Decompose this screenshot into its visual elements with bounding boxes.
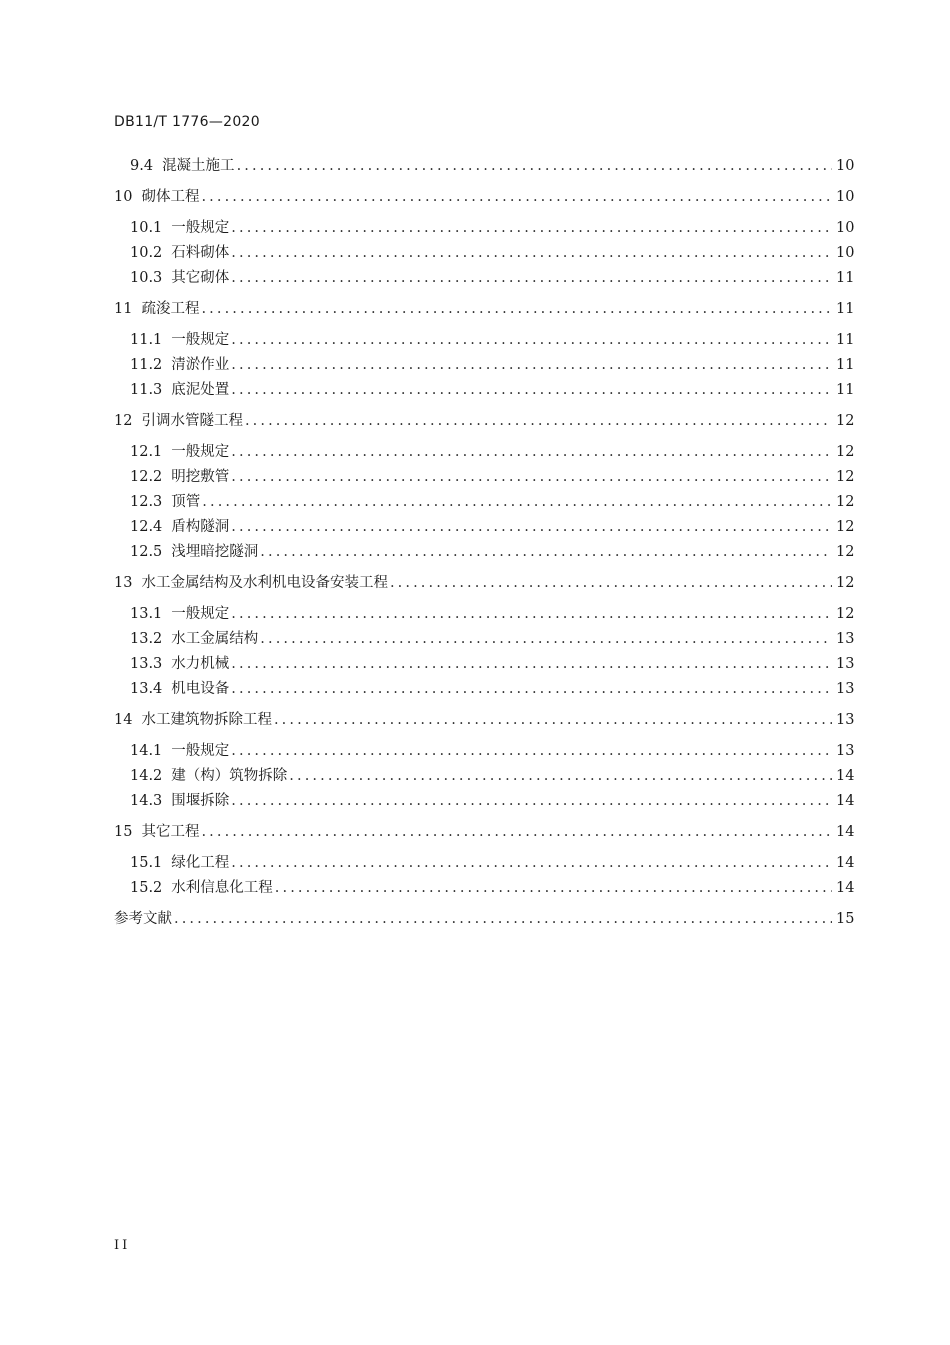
toc-entry-title: 石料砌体 bbox=[171, 245, 230, 261]
toc-entry-page: 11 bbox=[836, 357, 855, 373]
page-number-footer: II bbox=[114, 1238, 131, 1253]
toc-dot-leader bbox=[231, 444, 832, 460]
toc-entry-page: 14 bbox=[836, 768, 855, 784]
toc-entry-page: 10 bbox=[836, 189, 855, 205]
toc-entry-title: 建（构）筑物拆除 bbox=[171, 768, 288, 784]
toc-dot-leader bbox=[231, 606, 832, 622]
toc-entry-number: 14.2 bbox=[130, 768, 163, 784]
toc-dot-leader bbox=[289, 768, 832, 784]
toc-entry[interactable] bbox=[114, 440, 855, 464]
toc-entry-page: 13 bbox=[836, 712, 855, 728]
toc-entry[interactable] bbox=[114, 851, 855, 875]
toc-dot-leader bbox=[231, 245, 832, 261]
toc-entry-page: 12 bbox=[836, 519, 855, 535]
toc-entry[interactable] bbox=[114, 739, 855, 763]
toc-dot-leader bbox=[201, 189, 832, 205]
toc-dot-leader bbox=[231, 270, 832, 286]
toc-entry-number: 10.1 bbox=[130, 220, 163, 236]
toc-entry-title: 水工金属结构 bbox=[171, 631, 259, 647]
toc-entry-number: 11.1 bbox=[130, 332, 163, 348]
toc-entry[interactable] bbox=[114, 602, 855, 626]
toc-entry-title: 清淤作业 bbox=[171, 357, 230, 373]
toc-entry-number: 13.2 bbox=[130, 631, 163, 647]
toc-entry-number: 13 bbox=[114, 575, 133, 591]
toc-entry-title: 其它工程 bbox=[141, 824, 200, 840]
toc-entry-title: 一般规定 bbox=[171, 606, 230, 622]
toc-entry[interactable] bbox=[114, 677, 855, 701]
toc-entry-number: 12.2 bbox=[130, 469, 163, 485]
toc-entry-number: 14 bbox=[114, 712, 133, 728]
toc-entry-number: 14.3 bbox=[130, 793, 163, 809]
toc-entry[interactable] bbox=[114, 490, 855, 514]
toc-dot-leader bbox=[245, 413, 832, 429]
toc-entry-page: 13 bbox=[836, 743, 855, 759]
toc-dot-leader bbox=[275, 880, 832, 896]
toc-dot-leader bbox=[231, 469, 832, 485]
toc-dot-leader bbox=[231, 220, 832, 236]
toc-entry-page: 13 bbox=[836, 681, 855, 697]
toc-entry-page: 11 bbox=[836, 270, 855, 286]
toc-entry-number: 13.3 bbox=[130, 656, 163, 672]
toc-entry[interactable] bbox=[114, 764, 855, 788]
toc-entry-title: 水利信息化工程 bbox=[171, 880, 273, 896]
toc-dot-leader bbox=[274, 712, 832, 728]
toc-entry-number: 12 bbox=[114, 413, 133, 429]
toc-entry[interactable] bbox=[114, 185, 855, 209]
toc-entry[interactable] bbox=[114, 652, 855, 676]
toc-entry[interactable] bbox=[114, 409, 855, 433]
toc-entry[interactable] bbox=[114, 540, 855, 564]
toc-entry-number: 14.1 bbox=[130, 743, 163, 759]
toc-entry-title: 水工金属结构及水利机电设备安装工程 bbox=[141, 575, 388, 591]
toc-entry[interactable] bbox=[114, 515, 855, 539]
toc-entry-title: 水工建筑物拆除工程 bbox=[141, 712, 272, 728]
toc-entry-page: 14 bbox=[836, 855, 855, 871]
toc-entry-number: 13.1 bbox=[130, 606, 163, 622]
toc-entry-page: 11 bbox=[836, 301, 855, 317]
toc-entry-title: 明挖敷管 bbox=[171, 469, 230, 485]
toc-entry[interactable] bbox=[114, 465, 855, 489]
toc-entry[interactable] bbox=[114, 789, 855, 813]
toc-entry-title: 一般规定 bbox=[171, 332, 230, 348]
toc-entry-page: 12 bbox=[836, 544, 855, 560]
toc-dot-leader bbox=[231, 332, 832, 348]
toc-entry-number: 15 bbox=[114, 824, 133, 840]
toc-entry-page: 10 bbox=[836, 158, 855, 174]
toc-entry-title: 盾构隧洞 bbox=[171, 519, 230, 535]
toc-dot-leader bbox=[201, 824, 832, 840]
toc-entry[interactable] bbox=[114, 708, 855, 732]
toc-entry-page: 14 bbox=[836, 793, 855, 809]
toc-entry-title: 一般规定 bbox=[171, 743, 230, 759]
toc-entry-number: 15.2 bbox=[130, 880, 163, 896]
toc-entry-page: 12 bbox=[836, 469, 855, 485]
toc-entry-page: 12 bbox=[836, 444, 855, 460]
toc-entry[interactable] bbox=[114, 627, 855, 651]
toc-dot-leader bbox=[260, 544, 832, 560]
toc-entry-page: 12 bbox=[836, 575, 855, 591]
toc-entry[interactable] bbox=[114, 820, 855, 844]
toc-entry-page: 13 bbox=[836, 656, 855, 672]
toc-entry-title: 围堰拆除 bbox=[171, 793, 230, 809]
toc-dot-leader bbox=[174, 911, 832, 927]
toc-entry-number: 12.1 bbox=[130, 444, 163, 460]
toc-entry-number: 13.4 bbox=[130, 681, 163, 697]
toc-entry[interactable] bbox=[114, 378, 855, 402]
toc-entry-number: 15.1 bbox=[130, 855, 163, 871]
toc-dot-leader bbox=[231, 519, 832, 535]
toc-entry-title: 疏浚工程 bbox=[141, 301, 200, 317]
toc-entry-page: 13 bbox=[836, 631, 855, 647]
toc-entry[interactable] bbox=[114, 876, 855, 900]
toc-entry-title: 浅埋暗挖隧洞 bbox=[171, 544, 259, 560]
toc-dot-leader bbox=[231, 357, 832, 373]
toc-entry-page: 12 bbox=[836, 413, 855, 429]
toc-entry-page: 12 bbox=[836, 606, 855, 622]
toc-entry-number: 10 bbox=[114, 189, 133, 205]
toc-dot-leader bbox=[231, 656, 832, 672]
toc-dot-leader bbox=[231, 743, 832, 759]
toc-entry-number: 10.3 bbox=[130, 270, 163, 286]
toc-entry-page: 14 bbox=[836, 880, 855, 896]
toc-entry-title: 其它砌体 bbox=[171, 270, 230, 286]
toc-entry[interactable] bbox=[114, 266, 855, 290]
toc-entry-title: 一般规定 bbox=[171, 444, 230, 460]
toc-entry-title: 绿化工程 bbox=[171, 855, 230, 871]
toc-entry[interactable] bbox=[114, 571, 855, 595]
toc-entry-title: 参考文献 bbox=[114, 911, 172, 927]
toc-entry-title: 引调水管隧工程 bbox=[141, 413, 243, 429]
toc-dot-leader bbox=[231, 382, 832, 398]
toc-entry-page: 10 bbox=[836, 245, 855, 261]
toc-entry-title: 机电设备 bbox=[171, 681, 230, 697]
toc-entry-page: 11 bbox=[836, 382, 855, 398]
toc-dot-leader bbox=[237, 158, 832, 174]
toc-entry-title: 砌体工程 bbox=[141, 189, 200, 205]
toc-entry-title: 混凝土施工 bbox=[162, 158, 235, 174]
toc-entry[interactable] bbox=[114, 154, 855, 178]
toc-entry-number: 10.2 bbox=[130, 245, 163, 261]
toc-entry-page: 12 bbox=[836, 494, 855, 510]
toc-entry-number: 12.3 bbox=[130, 494, 163, 510]
toc-entry-number: 12.4 bbox=[130, 519, 163, 535]
toc-dot-leader bbox=[231, 855, 832, 871]
toc-dot-leader bbox=[202, 494, 832, 510]
toc-entry[interactable] bbox=[114, 241, 855, 265]
toc-entry-title: 一般规定 bbox=[171, 220, 230, 236]
toc-entry-page: 14 bbox=[836, 824, 855, 840]
toc-entry[interactable] bbox=[114, 297, 855, 321]
toc-entry-number: 11.3 bbox=[130, 382, 163, 398]
toc-entry-number: 11.2 bbox=[130, 357, 163, 373]
document-code-header: DB11/T 1776—2020 bbox=[114, 114, 260, 130]
toc-dot-leader bbox=[260, 631, 832, 647]
toc-dot-leader bbox=[390, 575, 832, 591]
toc-entry-number: 12.5 bbox=[130, 544, 163, 560]
toc-dot-leader bbox=[231, 681, 832, 697]
toc-entry-page: 10 bbox=[836, 220, 855, 236]
toc-entry-number: 9.4 bbox=[130, 158, 154, 174]
toc-dot-leader bbox=[201, 301, 832, 317]
toc-entry[interactable] bbox=[114, 353, 855, 377]
toc-entry[interactable] bbox=[114, 328, 855, 352]
toc-entry-page: 15 bbox=[836, 911, 855, 927]
toc-entry[interactable] bbox=[114, 216, 855, 240]
toc-entry-page: 11 bbox=[836, 332, 855, 348]
toc-entry-title: 底泥处置 bbox=[171, 382, 230, 398]
toc-entry-title: 顶管 bbox=[171, 494, 201, 510]
toc-entry-title: 水力机械 bbox=[171, 656, 230, 672]
toc-entry[interactable] bbox=[114, 907, 855, 931]
toc-dot-leader bbox=[231, 793, 832, 809]
toc-entry-number: 11 bbox=[114, 301, 133, 317]
